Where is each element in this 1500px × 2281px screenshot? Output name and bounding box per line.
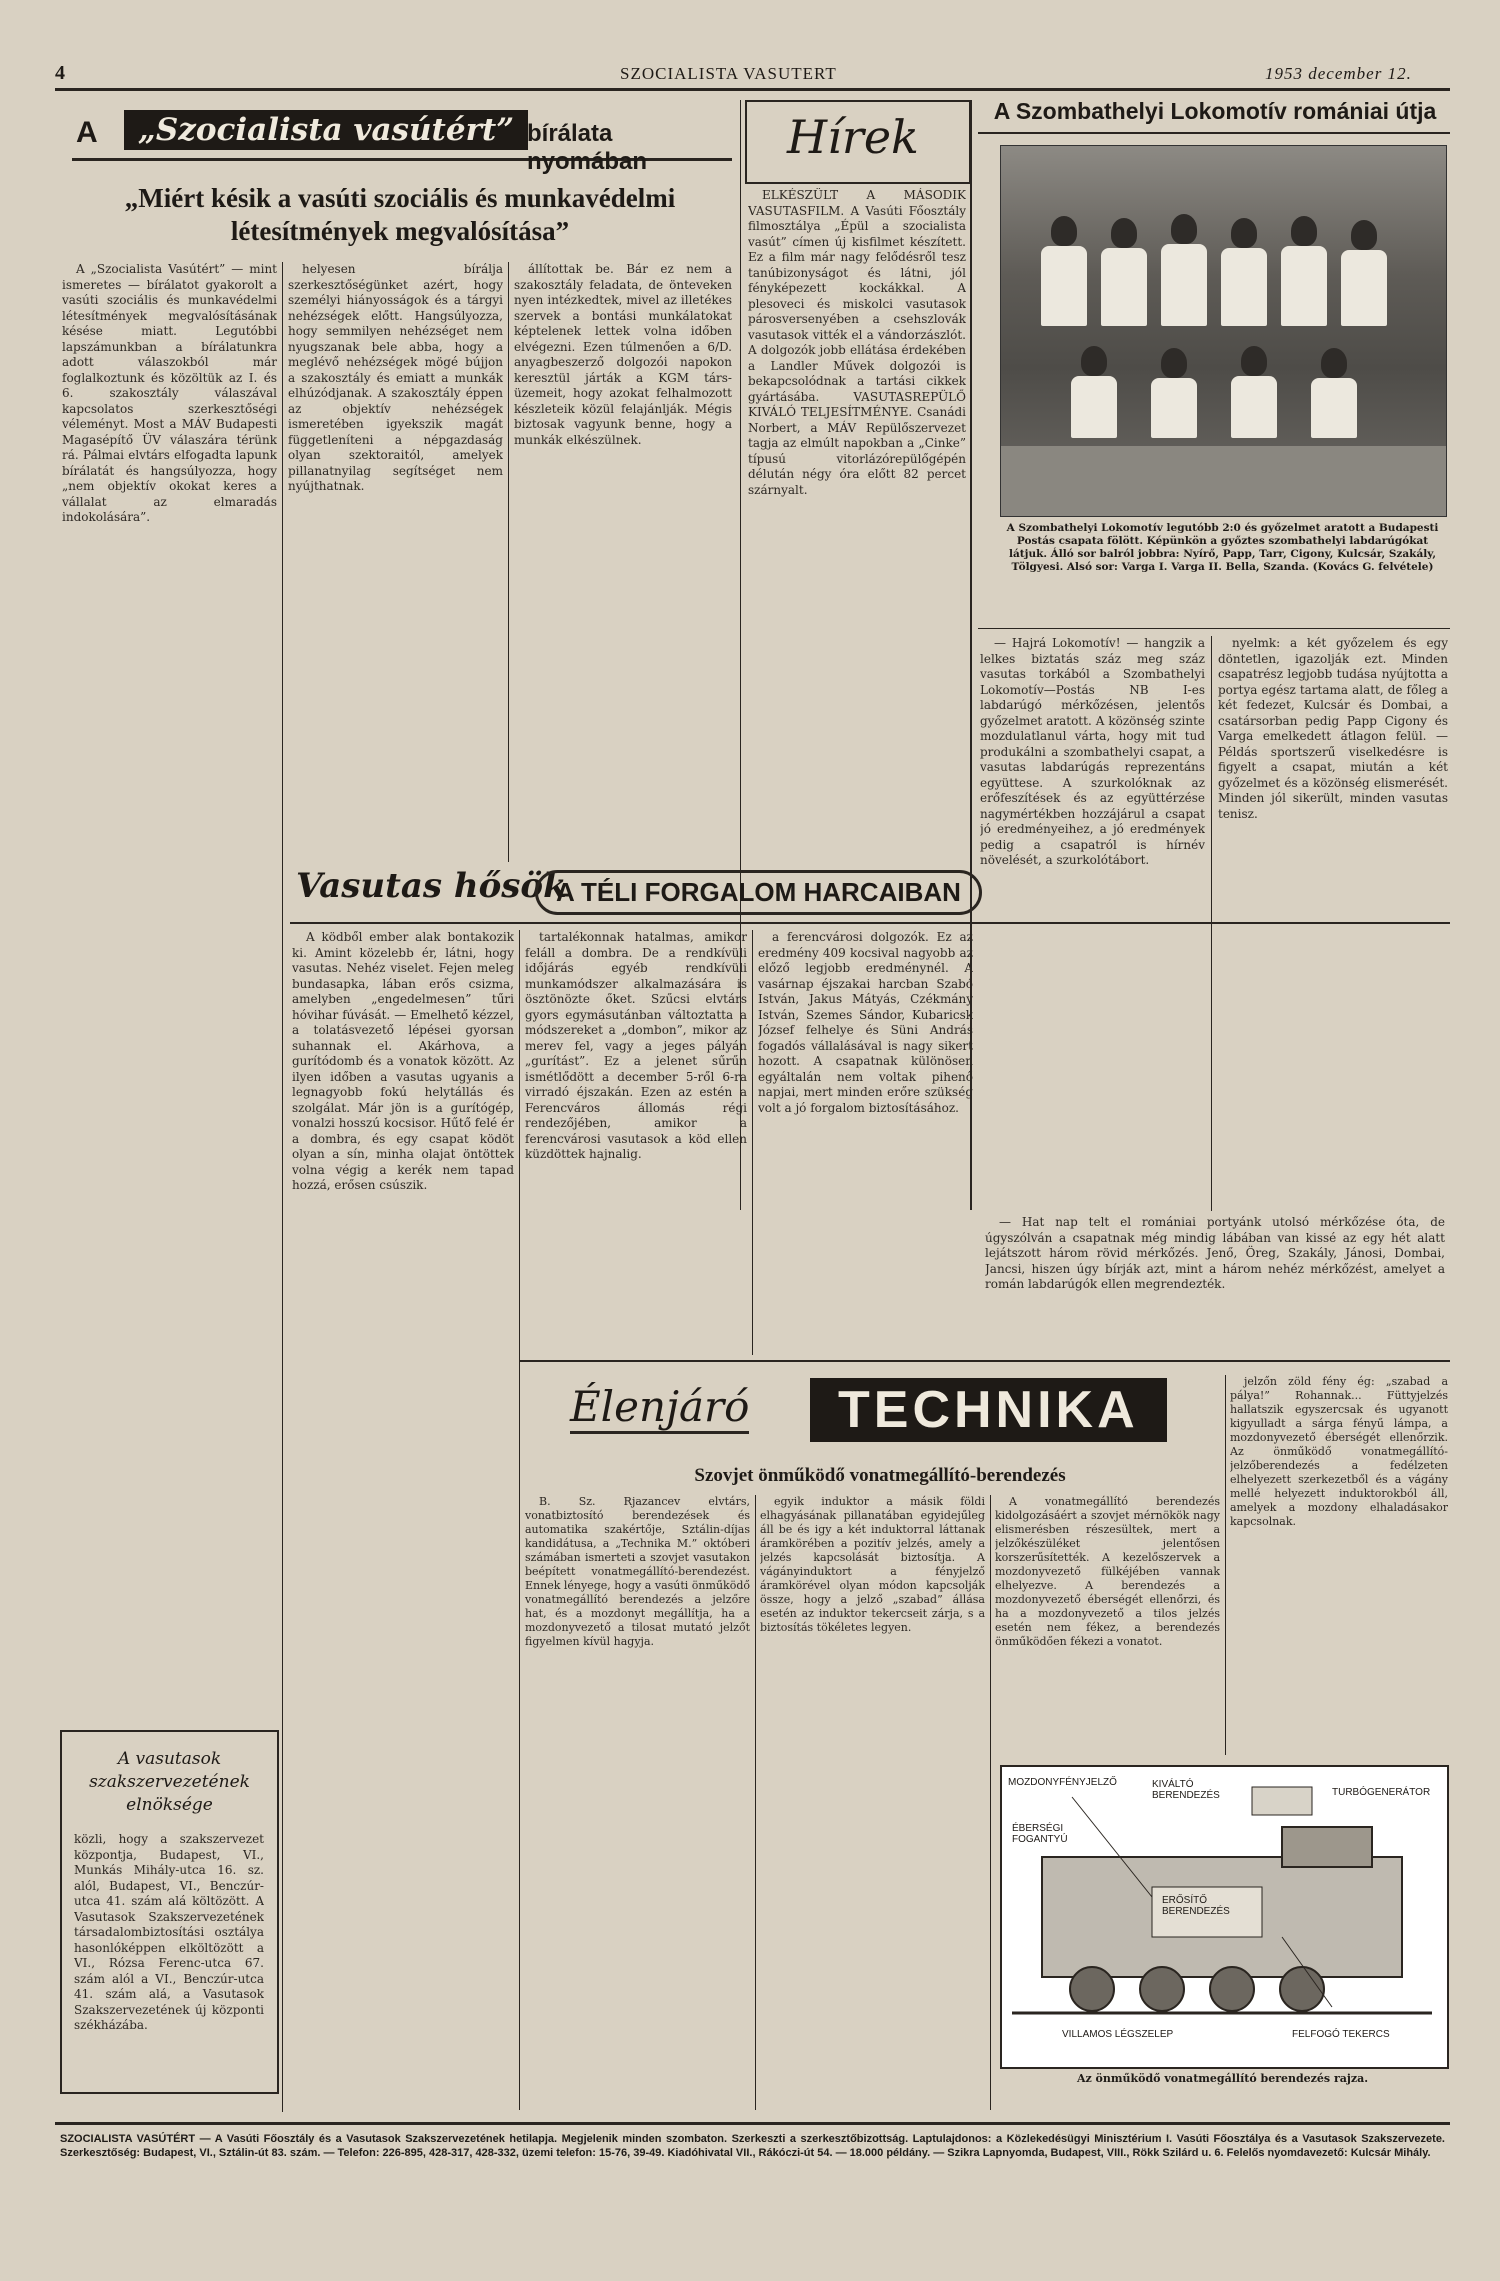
paper-name: SZOCIALISTA VASUTERT [620,64,837,83]
hosok-col-2-text: tartalékonnak hatalmas, amikor feláll a dombra. De a rendkívüli időjárás egyéb rendkívüli munkamódszer alkalmazására is ösztönözte őket. Szűcsi elvtárs gyors egymásutánban változtatta a módszereket a „dombon”, mikor az merev fel, vagy a jeges pályán „gurítást”. Ez a jelenet sűrűn ismétlődött a december 5-ről 6-ra virradó éjszakán. Ezen az estén a Ferencváros állomás régi rendezőjében, amikor a ferencvárosi vasutasok a köd ellen küzdöttek hajnalig. [525,930,747,1161]
hosok-badge [290,862,1450,920]
lokomotiv-col-2-text: nyelmk: a két győzelem és egy döntetlen, igazolják ezt. Minden csapatrész legjobb tudása nyújtotta a portya egész tartama alatt, de főleg a két fedezet, Kulcsár és Dombai, a csatársorban pedig Papp Cigony és Varga emelkedett átlagon felül. — Példás sportszerű viselkedésre is figyelt a csapat, miután a két győzelmet és a közönség elismerését. Minden jól sikerült, minden vasutas tenisz. [1218,636,1448,821]
technika-col-4 [1230,1375,1448,1755]
wheel [1210,1967,1254,2011]
diagram-caption: Az önműködő vonatmegállító berendezés rajza. [1076,2072,1369,2085]
player-figure [1151,378,1197,438]
col-divider [1225,1375,1226,1755]
loco-cab [1282,1827,1372,1867]
critique-headline: „Miért késik a vasúti szociális és munkavédelmi létesítmények megvalósítása” [124,183,676,246]
elnokseg-box [60,1730,279,2094]
hosok-col-1-text: A ködből ember alak bontakozik ki. Amint közelebb ér, látni, hogy vasutas. Nehéz viselet. Fejen meleg bundasapka, lában erős csizma, amelyben „engedelmesen” tűri hóvihar fúvását. — Emelhető kézzel, a tolatásvezető lépései gyorsan suhannak el. Akárhova, a gurítódomb és a vonatok között. Az ilyen időben a vasutas ugyanis a legnagyobb fokú helytállás és szolgálat. Már jön is a gurítógép, vonalzi hosszú kocsisor. Hűtő felé ér a dombra, és egy csapat ködöt olyan a sín, minha olajat öntöttek volna végig a kerék nem tapad hozzá, erősen csúszik. [292,930,514,1192]
technika-col-3-text: A vonatmegállító berendezés kidolgozásáért a szovjet mérnökök nagy elismerésben részesültek, mert a jelzőkészüléket jelentősen korszerűsítették. A kezelőszervek a mozdonyvezető fülkéjében vannak elhelyezve. A berendezés a mozdonyvezető éberségét ellenőrzi, és ha a mozdonyvezető a tilos jelzés esetén nem fékez, a berendezés önműködően fékezi a vonatot. [995,1495,1220,1648]
label-turbo: TURBÓGENERÁTOR [1332,1787,1431,1798]
lokomotiv-col-1 [980,636,1205,1206]
team-photo [1000,145,1447,517]
label-mozdony: MOZDONYFÉNYJELZŐ [1008,1777,1117,1788]
player-figure [1101,248,1147,326]
hirek-body [748,188,966,848]
col-divider [508,262,509,862]
technika-col-1-text: B. Sz. Rjazancev elvtárs, vonatbiztosító berendezések és automatika szakértője, Sztálin-díjas kandidátusa, a „Technika M.” októberi számában ismerteti a szovjet vasutakon beépített vonatmegállító-berendezést. Ennek lényege, hogy a vasúti önműködő vonatmegállító berendezés a jelzőre hat, és a mozdonyt megállítja, ha a mozdonyvezető a tilosat mutató jelzőt figyelmen kívül hagyja. [525,1495,750,1648]
elnokseg-title: A vasutasok szakszervezetének elnöksége [89,1749,250,1815]
player-figure [1321,348,1347,378]
player-figure [1231,376,1277,438]
technika-col-4-text: jelzőn zöld fény ég: „szabad a pálya!” Rohannak... Füttyjelzés hallatszik egyszercsak és ugyanott kigyulladt a sárga fényű lámpa, a mozdonyvezető éberségét ellenőrzik. Az önműködő vonatmegállító-jelzőberendezés a fedélzeten elhelyezett szerkezetből és a vágány mellé helyezett induktorokból áll, amelyek a mozdony elhaladásakor kapcsolnak. [1230,1375,1448,1528]
technika-col-2-text: egyik induktor a másik földi elhagyásának pillanatában egyidejűleg áll be és igy a két induktorral láttanak áramkörében a pozitív jelzés, amely a jelzés kapcsolását biztosítja. A vágányinduktort a fényjelző áramkörével olyan módon kapcsolják össze, hogy a jelző „szabad” állása esetén az induktor tekercseit zárja, s a biztosítás tökéletes legyen. [760,1495,985,1634]
col-divider [282,262,283,2112]
hosok-badge-script: Vasutas hősök [296,866,567,906]
player-figure [1281,246,1327,326]
lokomotiv-col-2 [1218,636,1448,1206]
wheel [1070,1967,1114,2011]
critique-col-3-text: állítottak be. Bár ez nem a szakosztály feladata, de önteveken nyen intézkedtek, mivel az illetékes szervek a bontási munkálatokat képtelenek lettek volna időben elvégezni. Ezen túlmenően a 6/D. anyagbeszerző dolgozói napokon keresztül járták a KGM társ-üzemeit, hogy azokat felhalmozott készleteik közül felajánlják. Mégis biztosak vagyunk benne, hogy a munkák elkészülnek. [514,262,732,447]
lokomotiv-col-1-text: — Hajrá Lokomotív! — hangzik a lelkes biztatás száz meg száz vasutas torkából a Szombathelyi Lokomotív—Postás NB I-es labdarúgó mérkőzésen, jelentős győzelmet aratott. A közönség szinte mozdulatlanul várta, hogy mit tud produkálni a szombathelyi csapat, a vasutas labdarúgás reprezentáns együttese. A szurkolóknak az erőfeszítések és az együttérzése nagymértékben hozzájárul a csapat jó eredményeihez, a jó eredmények pedig a csapatról is hírnév növelését, a szurkolótábort. [980,636,1205,867]
elnokseg-body [74,1832,264,2082]
critique-badge-rest: bírálata nyomában [527,120,648,175]
pitch [1001,446,1446,516]
label-tekercs: FELFOGÓ TEKERCS [1292,2029,1390,2040]
player-figure [1341,250,1387,326]
hirek-title: Hírek [787,110,919,164]
hosok-col-3 [758,930,973,1350]
footer-imprint: SZOCIALISTA VASÚTÉRT — A Vasúti Főosztály és a Vasutasok Szakszervezetének hetilapja. Megjelenik minden szombaton. Szerkeszti a szerkesztőbizottság. Laptulajdonos: a Közlekedésügyi Minisztérium I. Vasúti Főosztálya és a Vasutasok Szakszervezete. Szerkesztőség: Budapest, VI., Sztálin-út 83. szám. — Telefon: 226-895, 428-317, 428-332, üzemi telefon: 15-76, 39-49. Kiadóhivatal VII., Rákóczi-út 54. — 18.000 példány. — Szikra Lapnyomda, Budapest, VIII., Rökk Szilárd u. 6. Felelős nyomdavezető: Kulcsár Mihály. [60,2133,1445,2159]
lokomotiv-rule [978,132,1450,134]
critique-badge-script: „Szocialista vasútért” [124,110,528,150]
player-figure [1241,346,1267,376]
critique-badge [72,110,732,175]
col-divider [519,930,520,2110]
locomotive-diagram [1000,1765,1449,2069]
col-divider [755,1495,756,2110]
hirek-text: ELKÉSZÜLT A MÁSODIK VASUTASFILM. A Vasúti Főosztály filmosztálya „Épül a szocialista vasút” címen új kisfilmet készített. Ez a film már nagy felődésről tesz tanúbizonyságot és látni, jól fényképezett kockákkal. A plesoveci és miskolci vasutasok párosversenyében a csehszlovák vasutasok vitték el a vándorzászlót. A dolgozók jobb ellátása érdekében a Landler Művek dolgozói is bekapcsolódnak a tartási cikkek gyártásába. VASUTASREPÜLŐ KIVÁLÓ TELJESÍTMÉNYE. Csanádi Norbert, a MÁV Repülőszervezet tagja az elmúlt napokban a „Cinke” típusú vitorlázórepülőgépén délután négy óra előtt 82 percet szárnyalt. [748,188,966,497]
player-figure [1071,376,1117,438]
label-legszelep: VILLAMOS LÉGSZELEP [1062,2029,1174,2040]
masthead-rule [55,88,1450,91]
technika-headline: Szovjet önműködő vonatmegállító-berendezés [694,1465,1066,1486]
hosok-rule [290,922,1450,924]
footer-rule [55,2122,1450,2125]
player-figure [1311,378,1357,438]
player-figure [1351,220,1377,250]
player-figure [1111,218,1137,248]
wheel [1280,1967,1324,2011]
technika-title: TECHNIKA [810,1378,1167,1442]
technika-script: Élenjáró [570,1382,749,1434]
player-figure [1081,346,1107,376]
technika-col-1 [525,1495,750,2110]
wheel [1140,1967,1184,2011]
hirek-badge [745,100,971,184]
technika-col-3 [995,1495,1220,1755]
player-figure [1291,216,1317,246]
lokomotiv-title: A Szombathelyi Lokomotív romániai útja [993,98,1437,124]
hosok-col-4 [985,1215,1445,1355]
hosok-col-4-text: — Hat nap telt el romániai portyánk utolsó mérkőzése óta, de úgyszólván a csapatnak még mindig lábában van kissé az egy hét alatt lejátszott három rövid mérkőzés. Jenő, Öreg, Szakály, Jánosi, Dombai, Jancsi, hiszen úgy bírják azt, mint a három nehéz mérkőzést, amelyet a román labdarúgók ellen megrendezték. [985,1215,1445,1291]
col-divider [990,1495,991,2110]
critique-badge-letter: A [76,116,98,149]
technika-col-2 [760,1495,985,2110]
player-figure [1051,216,1077,246]
label-erosito: ERŐSÍTŐ BERENDEZÉS [1162,1895,1230,1917]
player-figure [1221,248,1267,326]
col-divider [752,930,753,1355]
elnokseg-text: közli, hogy a szakszervezet központja, Budapest, VI., Munkás Mihály-utca 16. sz. alól, Budapest, VI., Benczúr-utca 41. szám alá költözött. A Vasutasok Szakszervezetének társadalombiztosítási osztálya hasonlóképpen elköltözött a VI., Rózsa Ferenc-utca 67. szám alól a VI., Benczúr-utca 41. szám alá, a Vasutasok Szakszervezetének új központi székházába. [74,1832,264,2032]
hosok-col-3-text: a ferencvárosi dolgozók. Ez az eredmény 409 kocsival nagyobb az előző legjobb eredménynél. A vasárnap éjszakai harcban Szabó István, Jakus Mátyás, Czékmány István, Szemes Sándor, Kubaricsk József felhelye és Süni András fogadós vállalásával is nagy sikert hozott. A csapatnak különösen egyáltalán nem voltak pihenő napjai, mert minden erőre szükség volt a jó forgalom biztosításához. [758,930,973,1115]
technika-rule [519,1360,1450,1362]
lokomotiv-rule [978,628,1450,629]
label-eberseg: ÉBERSÉGI FOGANTYÚ [1012,1823,1068,1845]
label-kivalto: KIVÁLTÓ BERENDEZÉS [1152,1779,1220,1801]
player-figure [1161,244,1207,326]
photo-caption: A Szombathelyi Lokomotív legutóbb 2:0 és győzelmet aratott a Budapesti Postás csapata fölött. Képünkön a győztes szombathelyi labdarúgókat látjuk. Álló sor balról jobbra: Nyírő, Papp, Tarr, Cigony, Kulcsár, Szakály, Tölgyesi. Alsó sor: Varga I. Varga II. Bella, Szanda. (Kovács G. felvétele) [1006,522,1439,573]
hosok-col-1 [292,930,514,1790]
player-figure [1231,218,1257,248]
player-figure [1171,214,1197,244]
player-figure [1041,246,1087,326]
generator [1252,1787,1312,1815]
critique-col-2-text: helyesen bírálja szerkesztőségünket azért, hogy személyi hiányosságok és a tárgyi nehézségek előtt. Hangsúlyozza, hogy semmilyen nehézséget nem nyugszanak bele abba, hogy a meglévő nehézségek mögé bújjon a szakosztály és emiatt a munkák elhúzódjanak. A szakosztály éppen az objektív nehézségek ismeretében igyekszik magát függetleníteni a népgazdaság olyan szektoraitól, amelyek pillanatnyilag segítséget nem nyújthatnak. [288,262,503,493]
critique-col-1 [62,262,277,1362]
critique-col-1-text: A „Szocialista Vasútért” — mint ismeretes — bírálatot gyakorolt a vasúti szociális és munkavédelmi létesítmények megvalósításának késése miatt. Legutóbbi lapszámunkban a bírálatunkra adott válaszokból már foglalkoztunk és közöltük az I. és 6. szakosztály válaszával kapcsolatos szerkesztőségi véleményt. Most a MÁV Budapesti Magasépítő ÜV válaszára térünk rá. Pálmai elvtárs elfogadta lapunk bírálatát és hangsúlyozza, hogy „nem objektív okokat keres a vállalat az elmaradás indokolására”. [62,262,277,524]
issue-date: 1953 december 12. [1265,64,1412,83]
critique-col-3 [514,262,732,862]
hosok-badge-rest: A TÉLI FORGALOM HARCAIBAN [535,870,982,915]
page-number: 4 [55,62,66,84]
player-figure [1161,348,1187,378]
